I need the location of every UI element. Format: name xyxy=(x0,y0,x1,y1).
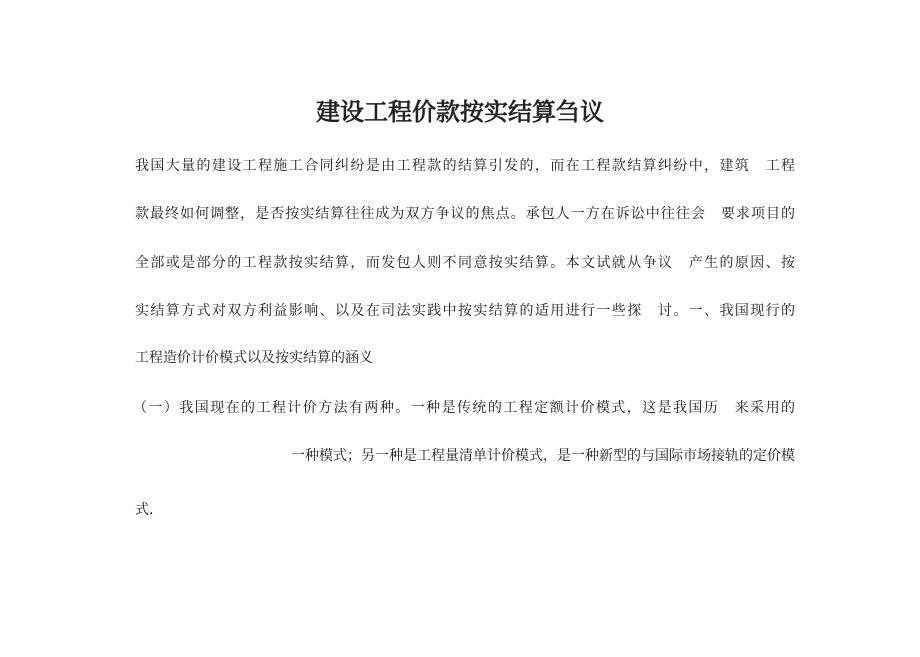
paragraph-line: 工程造价计价模式以及按实结算的涵义 xyxy=(135,350,373,366)
paragraph-line: 一种模式；另一种是工程量清单计价模式，是一种新型的与国际市场接轨的定价模 xyxy=(291,448,795,464)
paragraph-line: 全部或是部分的工程款按实结算，而发包人则不同意按实结算。本文试就从争议 产生的原因、按 xyxy=(135,255,795,271)
paragraph-line: 实结算方式对双方利益影响、以及在司法实践中按实结算的适用进行一些探 讨。一、我国现行的 xyxy=(135,303,795,319)
paragraph-line: 式. xyxy=(135,502,154,518)
document-title: 建设工程价款按实结算刍议 xyxy=(316,98,604,126)
paragraph-line: （一）我国现在的工程计价方法有两种。一种是传统的工程定额计价模式，这是我国历 来采用的 xyxy=(133,400,795,416)
paragraph-line: 款最终如何调整，是否按实结算往往成为双方争议的焦点。承包人一方在诉讼中往往会 要求项目的 xyxy=(135,206,795,222)
paragraph-line: 我国大量的建设工程施工合同纠纷是由工程款的结算引发的，而在工程款结算纠纷中，建筑 工程 xyxy=(135,158,795,174)
